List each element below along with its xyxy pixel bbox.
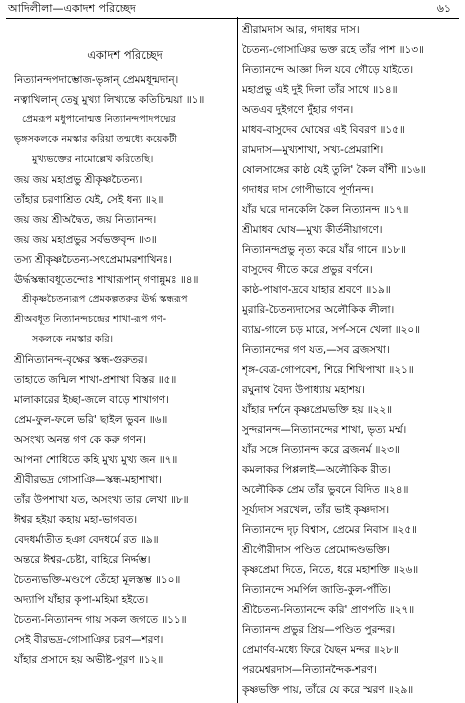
sanskrit-verse-line: নত্বাখিলান্ তেষু মুখ্যা লিখ্যন্তে কতিচিন্ময়া ॥১॥ bbox=[14, 94, 205, 106]
verse-line: প্রেমার্ণব-মধ্যে ফিরে যৈছন মন্দর ॥২৮॥ bbox=[242, 644, 399, 656]
commentary-line: মুখ্যভক্তের নামোল্লেখ করিতেছি। bbox=[32, 154, 154, 165]
verse-line: ষোলসাঙ্গের কাষ্ঠ যেই তুলি' কৈল বাঁশী ॥১৬॥ bbox=[242, 164, 426, 176]
sanskrit-verse-line: তস্য শ্রীকৃষ্ণচৈতন্য-সৎপ্রেমামরশাখিনঃ। bbox=[14, 254, 172, 266]
commentary-line: শ্রীকৃষ্ণচৈতন্যরূপ প্রেমকল্পতরুর ঊর্দ্ধ স্কন্ধরূপ bbox=[22, 294, 188, 305]
verse-line: জয় জয় মহাপ্রভু শ্রীকৃষ্ণচৈতন্য। bbox=[14, 174, 143, 186]
verse-line: অসংখ্য অনন্ত গণ কে করু গণন। bbox=[14, 434, 146, 446]
verse-line: কৃষ্ণপ্রেমা দিতে, নিতে, ধরে মহাশক্তি ॥২৬॥ bbox=[242, 564, 419, 576]
verse-line: শ্রীরামদাস আর, গদাধর দাস। bbox=[242, 24, 360, 36]
verse-line: অতএব দুইগণে দুঁহার গণন। bbox=[242, 104, 354, 116]
verse-line: কাষ্ঠ-পাষাণ-দ্রবে যাহার শ্রবণে ॥১৯॥ bbox=[242, 284, 391, 296]
left-column bbox=[14, 20, 236, 670]
verse-line: তাঁহার চরণাশ্রিত যেই, সেই ধন্য ॥২॥ bbox=[14, 194, 164, 206]
verse-line: যাঁর সঙ্গে নিত্যানন্দ করে ব্রজনর্ম ॥২৩॥ bbox=[242, 444, 400, 456]
verse-line: মহাপ্রভু এই দুই দিলা তাঁর সাথে ॥১৪॥ bbox=[242, 84, 398, 96]
verse-line: শ্রীবীরভদ্র গোসাঞি—স্কন্ধ-মহাশাখা। bbox=[14, 474, 162, 486]
verse-line: নিত্যানন্দপ্রভু নৃত্য করে যাঁর গানে ॥১৮॥ bbox=[242, 244, 406, 256]
verse-line: কৃষ্ণভক্তি পায়, তাঁরে যে করে স্মরণ ॥২৯॥ bbox=[242, 684, 414, 696]
verse-line: বাসুদেব গীতে করে প্রভুর বর্ণনে। bbox=[242, 264, 373, 276]
verse-line: শৃঙ্গ-বেত্র-গোপবেশ, শিরে শিখিপাখা ॥২১॥ bbox=[242, 364, 414, 376]
header-title: আদিলীলা—একাদশ পরিচ্ছেদ bbox=[8, 2, 136, 15]
sanskrit-verse-line: ঊর্দ্ধস্কন্ধাবধূতেন্দোঃ শাখারূপান্ গণান্নুমঃ ॥৪॥ bbox=[14, 274, 199, 286]
top-spacer bbox=[14, 20, 236, 40]
verse-line: শ্রীমাধব ঘোষ—মুখ্য কীর্তনীয়াগণে। bbox=[242, 224, 383, 236]
verse-line: অদ্যাপি যাঁহার কৃপা-মহিমা হইতে। bbox=[14, 594, 149, 606]
running-header bbox=[6, 0, 459, 19]
verse-line: রামদাস—মুখ্যশাখা, সখ্য-প্রেমরাশি। bbox=[242, 144, 384, 156]
verse-line: চৈতন্যভক্তি-মণ্ডপে তেঁহো মূলস্তম্ভ ॥১০॥ bbox=[14, 574, 181, 586]
verse-line: নিত্যানন্দে সমর্পিল জাতি-কুল-পাঁতি। bbox=[242, 584, 391, 596]
column-divider bbox=[237, 17, 238, 703]
verse-line: যাঁহার দর্শনে কৃষ্ণপ্রেমভক্তি হয় ॥২২॥ bbox=[242, 404, 393, 416]
verse-line: অন্তরে ঈশ্বর-চেষ্টা, বাহিরে নির্দ্দম্ভ। bbox=[14, 554, 151, 566]
commentary-line: ভৃঙ্গসকলকে নমস্কার করিয়া তন্মধ্যে কয়েকটী bbox=[14, 134, 178, 145]
verse-line: বেদধর্মাতীত হঞা বেদধর্মে রত ॥৯॥ bbox=[14, 534, 159, 546]
verse-line: গদাধর দাস গোপীভাবে পূর্ণানন্দ। bbox=[242, 184, 374, 196]
verse-line: মাধব-বাসুদেব ঘোষের এই বিবরণ ॥১৫॥ bbox=[242, 124, 405, 136]
commentary-line: শ্রীঅবধূত নিত্যানন্দচন্দ্রের শাখা-রূপ গণ- bbox=[14, 314, 167, 325]
verse-line: জয় জয় শ্রীঅদ্বৈত, জয় নিত্যানন্দ। bbox=[14, 214, 157, 226]
commentary-line: সকলকে নমস্কার করি। bbox=[32, 334, 114, 345]
verse-line: তাহাতে জন্মিল শাখা-প্রশাখা বিস্তর ॥৫॥ bbox=[14, 374, 177, 386]
verse-line: অলৌকিক প্রেম তাঁর ভুবনে বিদিত ॥২৪॥ bbox=[242, 484, 409, 496]
commentary-line: প্রেমরূপ মধুপানোন্মত্ত নিত্যানন্দপাদপদ্মের bbox=[22, 114, 176, 125]
verse-line: সেই বীরভদ্র-গোসাঞির চরণ—শরণ। bbox=[14, 634, 164, 646]
verse-line: ব্যাঘ্র-গালে চড় মারে, সর্প-সনে খেলা ॥২০॥ bbox=[242, 324, 421, 336]
sanskrit-verse-line: নিত্যানন্দপদাম্ভোজ-ভৃঙ্গান্ প্রেমমধূন্মদান্। bbox=[14, 74, 179, 86]
verse-line: নিত্যানন্দ প্রভুর প্রিয়—পণ্ডিত পুরন্দর। bbox=[242, 624, 396, 636]
verse-line: চৈতন্য-নিত্যানন্দ গায় সকল জগতে ॥১১॥ bbox=[14, 614, 187, 626]
verse-line: চৈতন্য-গোসাঞির ভক্ত রহে তাঁর পাশ ॥১৩॥ bbox=[242, 44, 424, 56]
verse-line: শ্রীগৌরীদাস পণ্ডিত প্রেমোদ্দণ্ডভক্তি। bbox=[242, 544, 390, 556]
verse-line: সুন্দরানন্দ—নিত্যানন্দের শাখা, ভৃত্য মর্ম্ম। bbox=[242, 424, 407, 436]
page-number: ৬১ bbox=[436, 2, 451, 15]
chapter-title: একাদশ পরিচ্ছেদ bbox=[87, 48, 163, 62]
verse-line: শ্রীনিত্যানন্দ-বৃক্ষের স্কন্ধ-গুরুতর। bbox=[14, 354, 148, 366]
verse-line: নিত্যানন্দে আজ্ঞা দিল যবে গৌড়ে যাইতে। bbox=[242, 64, 414, 76]
verse-line: পরমেশ্বরদাস—নিত্যানন্দৈক-শরণ। bbox=[242, 664, 377, 676]
verse-line: নিত্যানন্দের গণ যত,—সব ব্রজসখা। bbox=[242, 344, 390, 356]
verse-line: জয় জয় মহাপ্রভুর সর্বভক্তবৃন্দ ॥৩॥ bbox=[14, 234, 157, 246]
verse-line: শ্রীচৈতন্য-নিত্যানন্দে করি' প্রাণপতি ॥২৭॥ bbox=[242, 604, 415, 616]
verse-line: যাঁহার প্রসাদে হয় অভীষ্ট-পূরণ ॥১২॥ bbox=[14, 654, 164, 666]
verse-line: ঈশ্বর হইয়া কহায় মহা-ভাগবত। bbox=[14, 514, 138, 526]
verse-line: নিত্যানন্দে দৃঢ় বিশ্বাস, প্রেমের নিবাস ॥২৫॥ bbox=[242, 524, 417, 536]
right-column bbox=[242, 20, 464, 700]
verse-line: প্রেম-ফুল-ফলে ভরি' ছাইল ভুবন ॥৬॥ bbox=[14, 414, 168, 426]
verse-line: মুরারি-চৈতন্যদাসের অলৌকিক লীলা। bbox=[242, 304, 395, 316]
verse-line: যাঁর ঘরে দানকেলি কৈল নিত্যানন্দ ॥১৭॥ bbox=[242, 204, 409, 216]
verse-line: সূর্য্যদাস সরখেল, তাঁর ভাই কৃষ্ণদাস। bbox=[242, 504, 390, 516]
verse-line: রঘুনাথ বৈদ্য উপাধ্যায় মহাশয়। bbox=[242, 384, 365, 396]
verse-line: তাঁর উপশাখা যত, অসংখ্য তার লেখা ॥৮॥ bbox=[14, 494, 189, 506]
verse-line: মালাকারের ইচ্ছা-জলে বাড়ে শাখাগণ। bbox=[14, 394, 169, 406]
verse-line: কমলাকর পিপ্পলাই—অলৌকিক রীত। bbox=[242, 464, 391, 476]
verse-line: আপনা শোধিতে কহি মুখ্য মুখ্য জন ॥৭॥ bbox=[14, 454, 178, 466]
